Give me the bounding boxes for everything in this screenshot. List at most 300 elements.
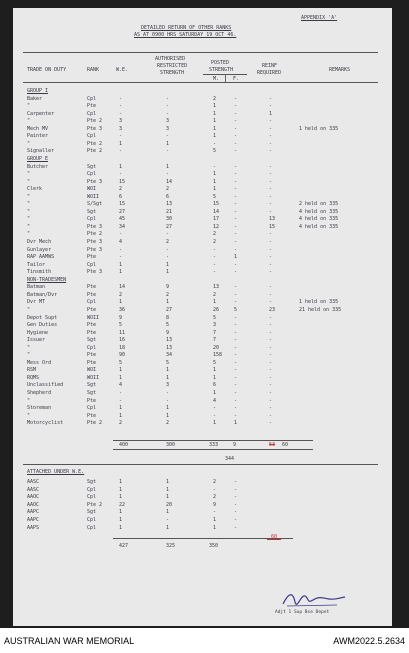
total-auth: 300: [166, 442, 176, 448]
cell-reinf: -: [269, 254, 273, 261]
attached-cell-rank: Cpl: [87, 524, 97, 531]
cell-rank: Cpl: [87, 344, 97, 351]
attached-cell-trade: AASC: [27, 486, 40, 493]
totals-bottom-rule: [113, 449, 313, 450]
attached-cell-m: 9: [213, 501, 217, 508]
cell-trade: ": [27, 397, 31, 404]
col-remarks: REMARKS: [329, 67, 351, 73]
attached-cell-trade: AAPS: [27, 524, 40, 531]
cell-m: 17: [213, 216, 220, 223]
posted-mf-divider: [225, 74, 226, 82]
cell-reinf: -: [269, 344, 273, 351]
cell-reinf: -: [269, 186, 273, 193]
attached-cell-trade: AAPC: [27, 517, 40, 523]
cell-we: -: [119, 397, 123, 404]
cell-f: -: [234, 299, 238, 306]
cell-m: 5: [213, 148, 217, 155]
cell-we: 90: [119, 352, 126, 359]
cell-auth: 1: [166, 412, 170, 419]
cell-rank: Pte 3: [87, 125, 103, 132]
cell-reinf: -: [269, 397, 273, 404]
cell-we: 11: [119, 329, 126, 336]
cell-f: -: [234, 178, 238, 185]
cell-reinf: -: [269, 239, 273, 245]
cell-f: -: [234, 163, 238, 170]
cell-trade: ": [27, 412, 31, 419]
cell-rank: Cpl: [87, 95, 97, 102]
attached-cell-we: 1: [119, 486, 123, 493]
cell-we: -: [119, 171, 123, 178]
cell-reinf: -: [269, 390, 273, 396]
cell-rank: Pte 3: [87, 178, 103, 185]
attached-cell-auth: 1: [166, 486, 170, 493]
total-we: 400: [119, 442, 129, 448]
section-divider: [23, 464, 378, 465]
attached-cell-rank: Cpl: [87, 486, 97, 493]
total-extra: 60: [282, 442, 289, 448]
attached-cell-auth: 20: [166, 501, 173, 508]
cell-reinf: -: [269, 405, 273, 412]
cell-auth: 5: [166, 322, 170, 329]
cell-m: -: [213, 405, 217, 412]
cell-f: -: [234, 269, 238, 276]
grand-total: 344: [225, 456, 235, 462]
cell-rem: 4 held on 335: [299, 223, 339, 230]
cell-rank: Pte 2: [87, 118, 103, 125]
cell-we: 1: [119, 269, 123, 276]
cell-f: -: [234, 367, 238, 374]
cell-we: 9: [119, 314, 123, 321]
cell-trade: Dvr Mech: [27, 239, 52, 245]
cell-auth: 1: [166, 163, 170, 170]
cell-auth: 13: [166, 344, 173, 351]
cell-auth: -: [166, 103, 170, 110]
cell-f: -: [234, 344, 238, 351]
total-posted-f: 9: [233, 442, 237, 448]
cell-rank: Pte: [87, 284, 97, 291]
cell-m: 13: [213, 284, 220, 291]
cell-rank: WOII: [87, 314, 100, 321]
cell-auth: -: [166, 231, 170, 238]
cell-auth: 3: [166, 125, 170, 132]
cell-we: 1: [119, 299, 123, 306]
attached-cell-m: 1: [213, 524, 217, 531]
cell-rank: Pte 3: [87, 269, 103, 276]
cell-f: -: [234, 405, 238, 412]
attached-cell-auth: 1: [166, 524, 170, 531]
cell-reinf: -: [269, 269, 273, 276]
cell-auth: -: [166, 390, 170, 396]
cell-reinf: 13: [269, 216, 276, 223]
cell-auth: 1: [166, 367, 170, 374]
cell-m: 14: [213, 208, 220, 215]
cell-trade: Hygiene: [27, 329, 49, 336]
document-page: [13, 8, 392, 626]
col-reinf-2: REQUIRED: [257, 70, 282, 76]
cell-we: -: [119, 254, 123, 261]
cell-trade: Batman/Dvr: [27, 291, 58, 298]
cell-we: 3: [119, 125, 123, 132]
cell-auth: -: [166, 254, 170, 261]
cell-we: 1: [119, 405, 123, 412]
cell-auth: 1: [166, 405, 170, 412]
signature-icon: [279, 588, 349, 612]
attached-cell-m: -: [213, 509, 217, 516]
cell-reinf: -: [269, 299, 273, 306]
cell-m: 1: [213, 178, 217, 185]
cell-trade: Shepherd: [27, 390, 52, 396]
cell-rank: S/Sgt: [87, 201, 103, 208]
cell-m: 1: [213, 110, 217, 117]
attached-cell-f: -: [234, 501, 238, 508]
appendix-label: APPENDIX 'A': [301, 15, 338, 21]
cell-reinf: -: [269, 193, 273, 200]
cell-f: -: [234, 125, 238, 132]
cell-f: -: [234, 390, 238, 396]
cell-we: 18: [119, 344, 126, 351]
attached-cell-auth: 1: [166, 479, 170, 485]
cell-reinf: -: [269, 329, 273, 336]
cell-trade: Carpenter: [27, 110, 55, 117]
attached-cell-we: 1: [119, 479, 123, 485]
cell-rank: Pte: [87, 291, 97, 298]
attached-cell-auth: 1: [166, 509, 170, 516]
attached-title: ATTACHED UNDER W.E.: [27, 469, 85, 475]
cell-trade: NON-TRADESMEN: [27, 276, 67, 283]
cell-rem: 4 held on 335: [299, 208, 339, 215]
title-line-2: AS AT 0900 HRS SATURDAY 19 OCT 46.: [134, 32, 237, 38]
cell-f: -: [234, 291, 238, 298]
cell-m: 2: [213, 95, 217, 102]
cell-m: 1: [213, 171, 217, 178]
attached-cell-m: -: [213, 486, 217, 493]
cell-f: -: [234, 216, 238, 223]
cell-m: 7: [213, 337, 217, 344]
cell-trade: ": [27, 216, 31, 223]
cell-we: 6: [119, 193, 123, 200]
cell-rank: Pte 3: [87, 239, 103, 245]
cell-f: -: [234, 133, 238, 140]
cell-m: 1: [213, 125, 217, 132]
cell-m: -: [213, 254, 217, 261]
cell-we: -: [119, 103, 123, 110]
cell-reinf: -: [269, 382, 273, 389]
cell-f: -: [234, 193, 238, 200]
attached-cell-rank: Sgt: [87, 479, 97, 485]
cell-m: 3: [213, 322, 217, 329]
attached-cell-trade: AAOC: [27, 501, 40, 508]
cell-auth: 1: [166, 261, 170, 268]
cell-auth: 2: [166, 239, 170, 245]
cell-reinf: -: [269, 201, 273, 208]
cell-rank: Pte: [87, 329, 97, 336]
cell-trade: ": [27, 352, 31, 359]
cell-we: 3: [119, 118, 123, 125]
cell-rank: Pte: [87, 254, 97, 261]
attached-cell-we: 1: [119, 524, 123, 531]
col-auth-1: AUTHORISED: [155, 56, 186, 62]
cell-rank: Pte 2: [87, 231, 103, 238]
cell-reinf: 15: [269, 223, 276, 230]
cell-reinf: -: [269, 374, 273, 381]
attached-cell-f: -: [234, 524, 238, 531]
cell-reinf: -: [269, 171, 273, 178]
attached-cell-rank: Pte 2: [87, 501, 103, 508]
attached-cell-rank: Sgt: [87, 509, 97, 516]
cell-trade: Motorcyclist: [27, 420, 64, 427]
cell-auth: 1: [166, 299, 170, 306]
cell-f: -: [234, 329, 238, 336]
cell-rank: Pte: [87, 359, 97, 366]
cell-reinf: -: [269, 140, 273, 147]
cell-f: -: [234, 186, 238, 193]
cell-trade: ": [27, 201, 31, 208]
cell-trade: Batman: [27, 284, 46, 291]
cell-trade: Storeman: [27, 405, 52, 412]
cell-f: -: [234, 352, 238, 359]
cell-m: 1: [213, 374, 217, 381]
cell-f: -: [234, 208, 238, 215]
cell-we: 16: [119, 337, 126, 344]
cell-we: -: [119, 95, 123, 102]
col-posted-2: STRENGTH: [209, 67, 234, 73]
header-bottom-rule: [23, 82, 378, 83]
cell-trade: Dvr MT: [27, 299, 46, 306]
cell-reinf: -: [269, 314, 273, 321]
footer-bar: [0, 628, 409, 653]
cell-rem: 4 held on 335: [299, 216, 339, 223]
cell-f: -: [234, 231, 238, 238]
cell-trade: RAP AAMWS: [27, 254, 55, 261]
cell-rank: Pte: [87, 412, 97, 419]
cell-auth: -: [166, 397, 170, 404]
cell-reinf: -: [269, 178, 273, 185]
cell-we: 4: [119, 382, 123, 389]
cell-auth: 9: [166, 329, 170, 336]
cell-m: 1: [213, 420, 217, 427]
cell-rank: Pte: [87, 397, 97, 404]
cell-auth: 14: [166, 178, 173, 185]
cell-we: -: [119, 231, 123, 238]
cell-rank: WOII: [87, 193, 100, 200]
cell-trade: RQMS: [27, 374, 40, 381]
cell-m: 6: [213, 382, 217, 389]
cell-we: 1: [119, 261, 123, 268]
cell-m: -: [213, 140, 217, 147]
header-top-rule: [23, 52, 378, 53]
col-auth-2: RESTRICTED: [157, 63, 188, 69]
cell-rank: Sgt: [87, 208, 97, 215]
cell-reinf: -: [269, 359, 273, 366]
cell-we: 5: [119, 322, 123, 329]
attached-total-we: 427: [119, 543, 129, 549]
attached-cell-auth: 1: [166, 494, 170, 501]
cell-reinf: -: [269, 208, 273, 215]
cell-rank: WOI: [87, 367, 97, 374]
attached-cell-m: 1: [213, 517, 217, 523]
cell-f: -: [234, 337, 238, 344]
attached-total-auth: 325: [166, 543, 176, 549]
cell-f: -: [234, 223, 238, 230]
cell-we: -: [119, 390, 123, 396]
cell-we: 14: [119, 284, 126, 291]
cell-auth: 30: [166, 216, 173, 223]
attached-extra: 60: [271, 534, 278, 540]
cell-trade: Gunlayer: [27, 246, 52, 253]
cell-rank: Pte 3: [87, 246, 103, 253]
attached-cell-f: -: [234, 486, 238, 493]
cell-f: -: [234, 148, 238, 155]
cell-auth: 6: [166, 193, 170, 200]
cell-reinf: -: [269, 291, 273, 298]
cell-we: 1: [119, 374, 123, 381]
cell-m: 1: [213, 118, 217, 125]
cell-reinf: -: [269, 322, 273, 329]
cell-reinf: -: [269, 246, 273, 253]
cell-rank: Sgt: [87, 390, 97, 396]
cell-reinf: -: [269, 261, 273, 268]
attached-cell-trade: AAPC: [27, 509, 40, 516]
cell-f: -: [234, 382, 238, 389]
title-line-1: DETAILED RETURN OF OTHER RANKS: [141, 25, 232, 31]
cell-trade: ": [27, 178, 31, 185]
cell-we: 2: [119, 420, 123, 427]
cell-m: 1: [213, 299, 217, 306]
cell-f: 1: [234, 420, 238, 427]
cell-rank: Pte 2: [87, 148, 103, 155]
cell-trade: ": [27, 193, 31, 200]
cell-reinf: -: [269, 118, 273, 125]
cell-trade: Clerk: [27, 186, 43, 193]
cell-m: 26: [213, 306, 220, 313]
cell-m: 4: [213, 397, 217, 404]
cell-reinf: -: [269, 125, 273, 132]
attached-cell-we: 1: [119, 494, 123, 501]
cell-auth: 2: [166, 420, 170, 427]
cell-m: 15: [213, 201, 220, 208]
attached-cell-we: 1: [119, 517, 123, 523]
attached-cell-rank: Cpl: [87, 494, 97, 501]
cell-auth: 9: [166, 284, 170, 291]
cell-rank: Cpl: [87, 171, 97, 178]
cell-auth: 3: [166, 118, 170, 125]
total-posted-m: 333: [209, 442, 219, 448]
cell-f: -: [234, 246, 238, 253]
cell-reinf: -: [269, 231, 273, 238]
cell-f: 5: [234, 306, 238, 313]
cell-rem: 2 held on 335: [299, 201, 339, 208]
cell-trade: ": [27, 223, 31, 230]
cell-rank: Pte: [87, 306, 97, 313]
cell-rank: WOII: [87, 374, 100, 381]
cell-m: -: [213, 163, 217, 170]
cell-reinf: -: [269, 352, 273, 359]
cell-f: -: [234, 322, 238, 329]
cell-we: 1: [119, 412, 123, 419]
attached-cell-m: 2: [213, 494, 217, 501]
cell-f: -: [234, 95, 238, 102]
cell-m: 2: [213, 231, 217, 238]
cell-auth: 27: [166, 306, 173, 313]
cell-m: 2: [213, 291, 217, 298]
cell-trade: Painter: [27, 133, 49, 140]
cell-we: -: [119, 110, 123, 117]
cell-reinf: 1: [269, 110, 273, 117]
cell-auth: 1: [166, 269, 170, 276]
cell-f: -: [234, 201, 238, 208]
col-posted-m: M.: [213, 76, 220, 82]
cell-we: 36: [119, 306, 126, 313]
cell-auth: 5: [166, 359, 170, 366]
cell-f: -: [234, 103, 238, 110]
footer-right: AWM2022.5.2634: [333, 636, 405, 646]
cell-m: 5: [213, 359, 217, 366]
cell-f: -: [234, 412, 238, 419]
cell-auth: 13: [166, 337, 173, 344]
cell-trade: GROUP E: [27, 155, 49, 162]
cell-m: 1: [213, 133, 217, 140]
cell-auth: -: [166, 133, 170, 140]
cell-rank: Cpl: [87, 216, 97, 223]
cell-trade: ": [27, 171, 31, 178]
cell-reinf: -: [269, 163, 273, 170]
cell-rank: Cpl: [87, 299, 97, 306]
cell-rem: 1 held on 335: [299, 299, 339, 306]
cell-f: -: [234, 110, 238, 117]
cell-we: 27: [119, 208, 126, 215]
cell-trade: GROUP I: [27, 88, 49, 94]
attached-total-m: 350: [209, 543, 219, 549]
cell-trade: Mess Ord: [27, 359, 52, 366]
attached-totals-rule: [113, 538, 293, 539]
cell-f: -: [234, 314, 238, 321]
cell-rem: 21 held on 335: [299, 306, 342, 313]
footer-left: AUSTRALIAN WAR MEMORIAL: [4, 636, 135, 646]
cell-auth: 1: [166, 140, 170, 147]
cell-m: 2: [213, 239, 217, 245]
cell-trade: ": [27, 208, 31, 215]
cell-auth: 27: [166, 223, 173, 230]
cell-f: -: [234, 397, 238, 404]
cell-f: 1: [234, 254, 238, 261]
cell-auth: 2: [166, 186, 170, 193]
cell-auth: -: [166, 148, 170, 155]
cell-trade: Gen Duties: [27, 322, 58, 329]
cell-rank: Sgt: [87, 337, 97, 344]
cell-reinf: -: [269, 337, 273, 344]
attached-cell-trade: AAOC: [27, 494, 40, 501]
cell-reinf: -: [269, 133, 273, 140]
cell-we: 1: [119, 163, 123, 170]
cell-rank: Pte 3: [87, 223, 103, 230]
cell-m: 158: [213, 352, 223, 359]
cell-trade: ": [27, 231, 31, 238]
cell-trade: RSM: [27, 367, 37, 374]
attached-cell-f: -: [234, 494, 238, 501]
red-strike: [267, 539, 281, 540]
cell-we: 15: [119, 201, 126, 208]
cell-reinf: -: [269, 284, 273, 291]
cell-m: 12: [213, 223, 220, 230]
cell-reinf: -: [269, 95, 273, 102]
cell-rank: WOI: [87, 186, 97, 193]
cell-auth: 13: [166, 201, 173, 208]
cell-we: 1: [119, 140, 123, 147]
cell-f: -: [234, 118, 238, 125]
cell-f: -: [234, 140, 238, 147]
cell-f: -: [234, 239, 238, 245]
cell-rank: Sgt: [87, 382, 97, 389]
